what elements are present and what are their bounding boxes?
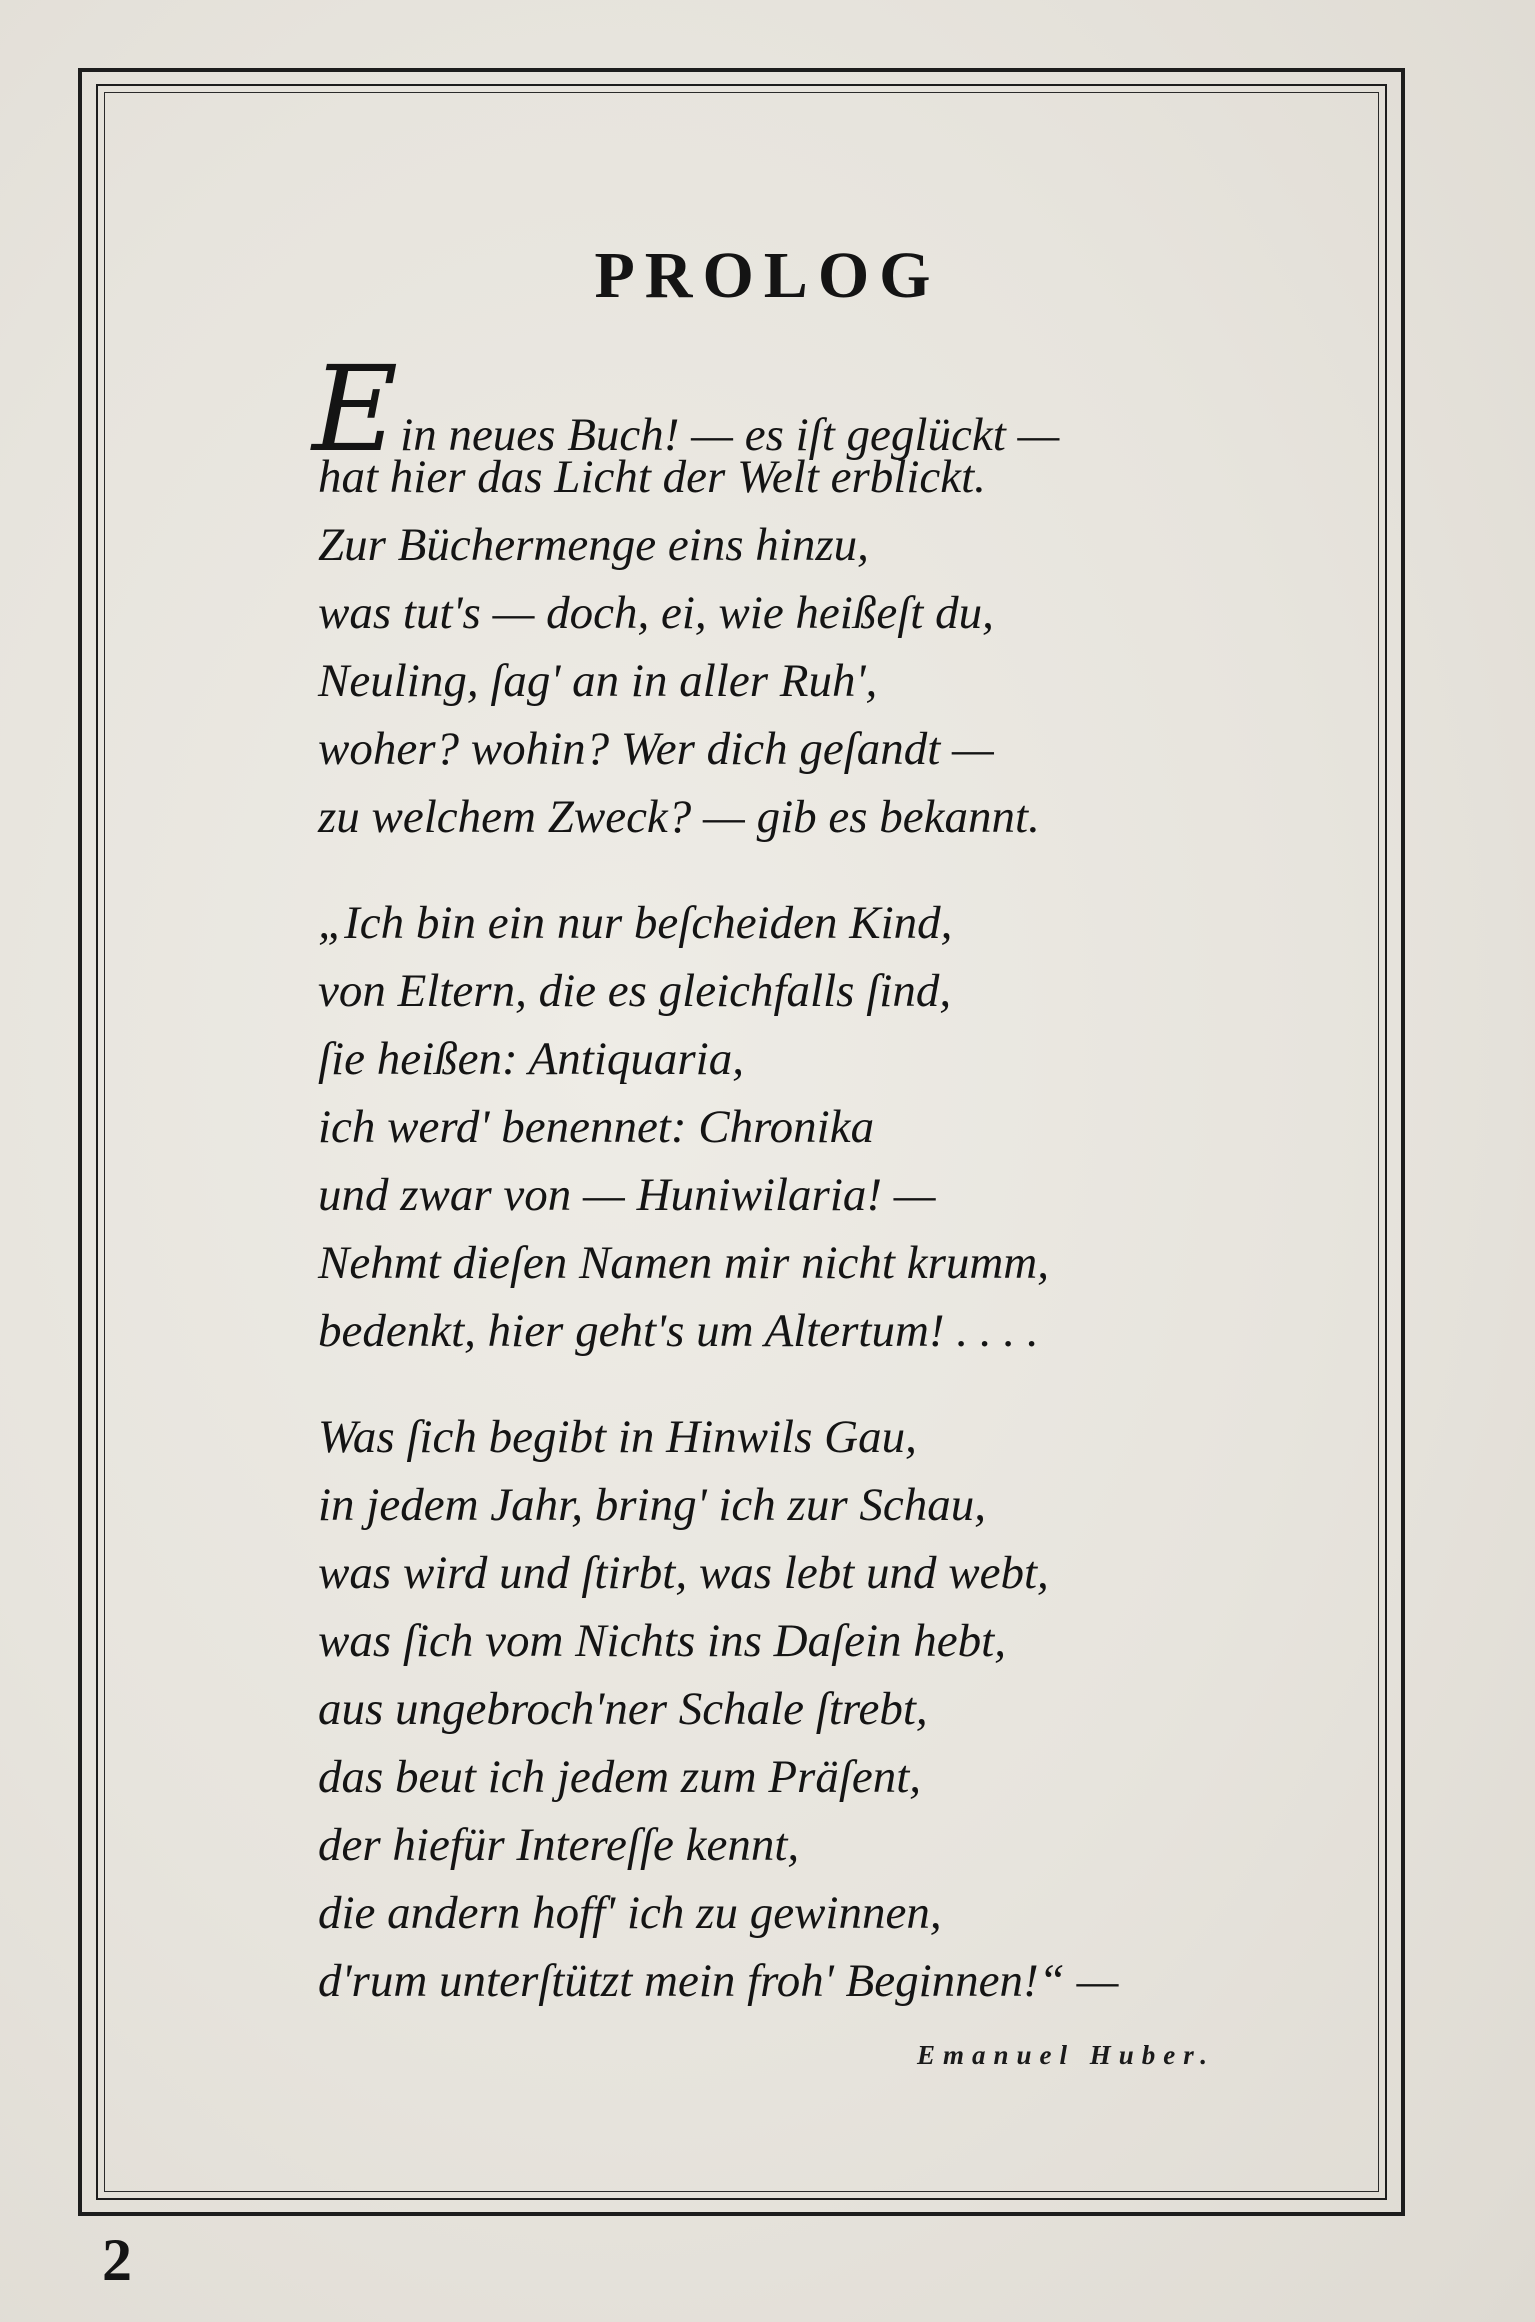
author-signature: Emanuel Huber. (916, 2040, 1215, 2070)
poem-line: Nehmt dieſen Namen mir nicht krumm, (318, 1237, 1050, 1289)
poem-line: aus ungebroch'ner Schale ſtrebt, (318, 1683, 928, 1735)
stanza-gap (318, 851, 1278, 889)
stanza-2 (318, 889, 1278, 1365)
poem-line: der hiefür Intereſſe kennt, (318, 1819, 800, 1871)
poem-line: was tut's — doch, ei, wie heißeſt du, (318, 587, 994, 639)
stanza-gap (318, 1365, 1278, 1403)
page-title: PROLOG (594, 239, 941, 312)
poem-line: was wird und ſtirbt, was lebt und webt, (318, 1547, 1049, 1599)
poem-line: Was ſich begibt in Hinwils Gau, (318, 1411, 917, 1463)
poem-line: „Ich bin ein nur beſcheiden Kind, (318, 897, 953, 949)
drop-initial: E (312, 340, 399, 478)
poem-line: in jedem Jahr, bring' ich zur Schau, (318, 1479, 986, 1531)
page-number: 2 (102, 2227, 132, 2293)
poem-line: die andern hoff' ich zu gewinnen, (318, 1887, 942, 1939)
poem-line: das beut ich jedem zum Präſent, (318, 1751, 922, 1803)
poem-line-text: in neues Buch! — es iſt geglückt — (400, 409, 1060, 461)
poem-line: Zur Büchermenge eins hinzu, (318, 519, 869, 571)
poem-line: von Eltern, die es gleichfalls ſind, (318, 965, 952, 1017)
poem-line: was ſich vom Nichts ins Daſein hebt, (318, 1615, 1006, 1667)
poem-line: ich werd' benennet: Chronika (318, 1101, 875, 1153)
poem-line: woher? wohin? Wer dich geſandt — (318, 723, 994, 775)
poem-line: Neuling, ſag' an in aller Ruh', (318, 655, 878, 707)
poem-line: bedenkt, hier geht's um Altertum! . . . . (318, 1305, 1039, 1357)
poem-line: zu welchem Zweck? — gib es bekannt. (318, 791, 1040, 843)
poem-line: d'rum unterſtützt mein froh' Beginnen!“ — (318, 1955, 1119, 2007)
poem-line: ſie heißen: Antiquaria, (318, 1033, 744, 1085)
stanza-1 (312, 340, 1278, 851)
poem-line: hat hier das Licht der Welt erblickt. (318, 451, 986, 503)
poem (312, 340, 1278, 2015)
stanza-3 (318, 1403, 1278, 2015)
poem-line: und zwar von — Huniwilaria! — (318, 1169, 936, 1221)
